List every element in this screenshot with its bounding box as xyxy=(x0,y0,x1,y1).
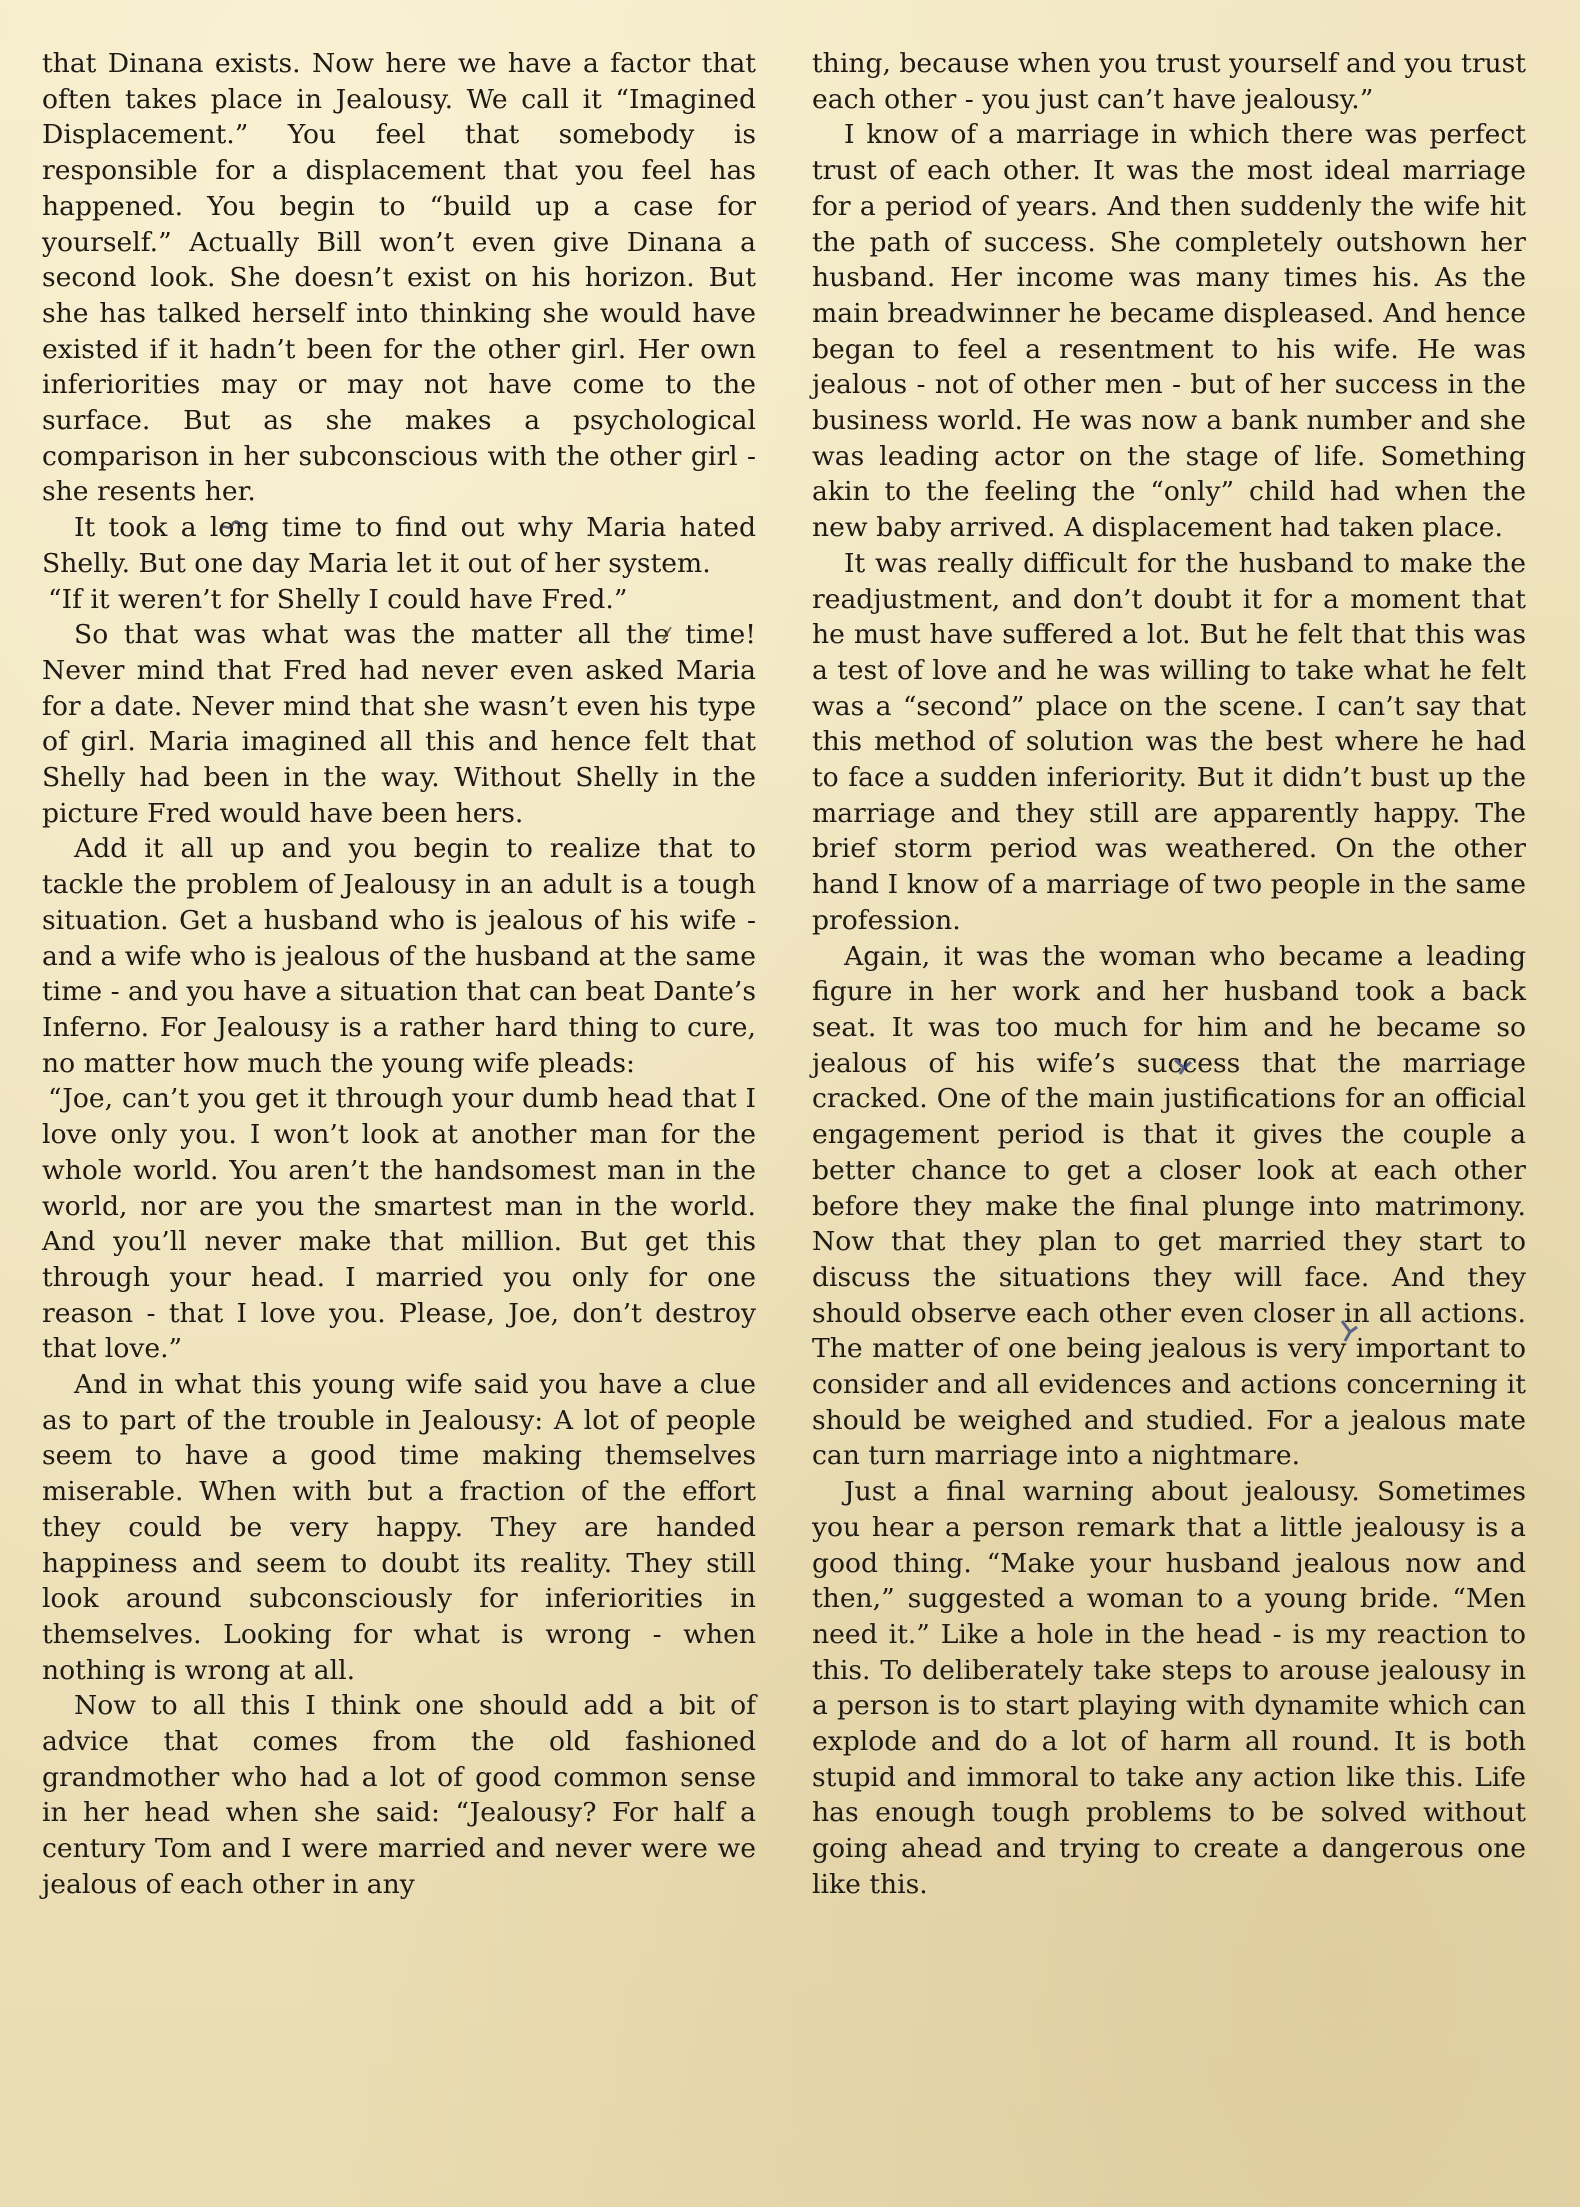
paragraph: And in what this young wife said you have a clue as to part of the trouble in Jealousy: A lot of people seem to have a good time making themselves miserable. When with but a fraction of the effort they could be very happy. They are handed happiness and seem to doubt its reality. They still look around subconsciously for inferiorities in themselves. Looking for what is wrong - when nothing is wrong at all. xyxy=(42,1369,756,1686)
quoted-paragraph: “Joe, can’t you get it through your dumb head that I love only you. I won’t look at another man for the whole world. You aren’t the handsomest man in the world, nor are you the smartest man in the world. And you’ll never make that million. But get this through your head. I married you only for one reason - that I love you. Please, Joe, don’t destroy that love.” xyxy=(42,1083,756,1365)
paragraph: Add it all up and you begin to realize that to tackle the problem of Jealousy in an adult is a tough situation. Get a husband who is jealous of his wife - and a wife who is jealous of the husband at the same time - and you have a situation that can beat Dante’s Inferno. For Jealousy is a rather hard thing to cure, no matter how much the young wife pleads: xyxy=(42,833,756,1079)
right-text-column xyxy=(812,46,1526,1903)
paragraph: Now to all this I think one should add a bit of advice that comes from the old fashioned grandmother who had a lot of good common sense in her head when she said: “Jealousy? For half a century Tom and I were married and never were we jealous of each other in any xyxy=(42,1690,756,1900)
pen-mark-icon xyxy=(218,520,244,534)
paragraph: I know of a marriage in which there was perfect trust of each other. It was the most ideal marriage for a period of years. And then suddenly the wife hit the path of success. She completely outshown her husband. Her income was many times his. As the main breadwinner he became displeased. And hence began to feel a resentment to his wife. He was jealous - not of other men - but of her success in the business world. He was now a bank number and she was leading actor on the stage of life. Something akin to the feeling the “only” child had when the new baby arrived. A displacement had taken place. xyxy=(812,119,1526,544)
paragraph: So that was what was the matter all the time! Never mind that Fred had never even asked Maria for a date. Never mind that she wasn’t even his type of girl. Maria imagined all this and hence felt that Shelly had been in the way. Without Shelly in the picture Fred would have been hers. xyxy=(42,619,756,829)
paragraph: that Dinana exists. Now here we have a factor that often takes place in Jealousy. We call it “Imagined Displacement.” You feel that somebody is responsible for a displacement that you feel has happened. You begin to “build up a case for yourself.” Actually Bill won’t even give Dinana a second look. She doesn’t exist on his horizon. But she has talked herself into thinking she would have existed if it hadn’t been for the other girl. Her own inferiorities may or may not have come to the surface. But as she makes a psychological comparison in her subconscious with the other girl - she resents her. xyxy=(42,48,756,508)
paragraph: It was really difficult for the husband to make the readjustment, and don’t doubt it for a moment that he must have suffered a lot. But he felt that this was a test of love and he was willing to take what he felt was a “second” place on the scene. I can’t say that this method of solution was the best where he had to face a sudden inferiority. But it didn’t bust up the marriage and they still are apparently happy. The brief storm period was weathered. On the other hand I know of a marriage of two people in the same profession. xyxy=(812,547,1526,936)
pen-mark-icon xyxy=(660,624,674,642)
paragraph: Again, it was the woman who became a leading figure in her work and her husband took a back seat. It was too much for him and he became so jealous of his wife’s success that the marriage cracked. One of the main justifications for an official engagement period is that it gives the couple a better chance to get a closer look at each other before they make the final plunge into matrimony. Now that they plan to get married they start to discuss the situations they will face. And they should observe each other even closer in all actions. The matter of one being jealous is very important to consider and all evidences and actions concerning it should be weighed and studied. For a jealous mate can turn marriage into a nightmare. xyxy=(812,940,1526,1472)
pen-mark-icon xyxy=(1172,1056,1194,1078)
quoted-paragraph: “If it weren’t for Shelly I could have Fred.” xyxy=(48,583,628,615)
pen-mark-icon xyxy=(1338,1318,1360,1344)
paragraph: It took a long time to find out why Maria hated Shelly. But one day Maria let it out of her system. xyxy=(42,512,756,579)
left-text-column xyxy=(42,46,756,1903)
paragraph: thing, because when you trust yourself and you trust each other - you just can’t have jealousy.” xyxy=(812,48,1526,115)
paragraph: Just a final warning about jealousy. Sometimes you hear a person remark that a little jealousy is a good thing. “Make your husband jealous now and then,” suggested a woman to a young bride. “Men need it.” Like a hole in the head - is my reaction to this. To deliberately take steps to arouse jealousy in a person is to start playing with dynamite which can explode and do a lot of harm all round. It is both stupid and immoral to take any action like this. Life has enough tough problems to be solved without going ahead and trying to create a dangerous one like this. xyxy=(812,1476,1526,1900)
